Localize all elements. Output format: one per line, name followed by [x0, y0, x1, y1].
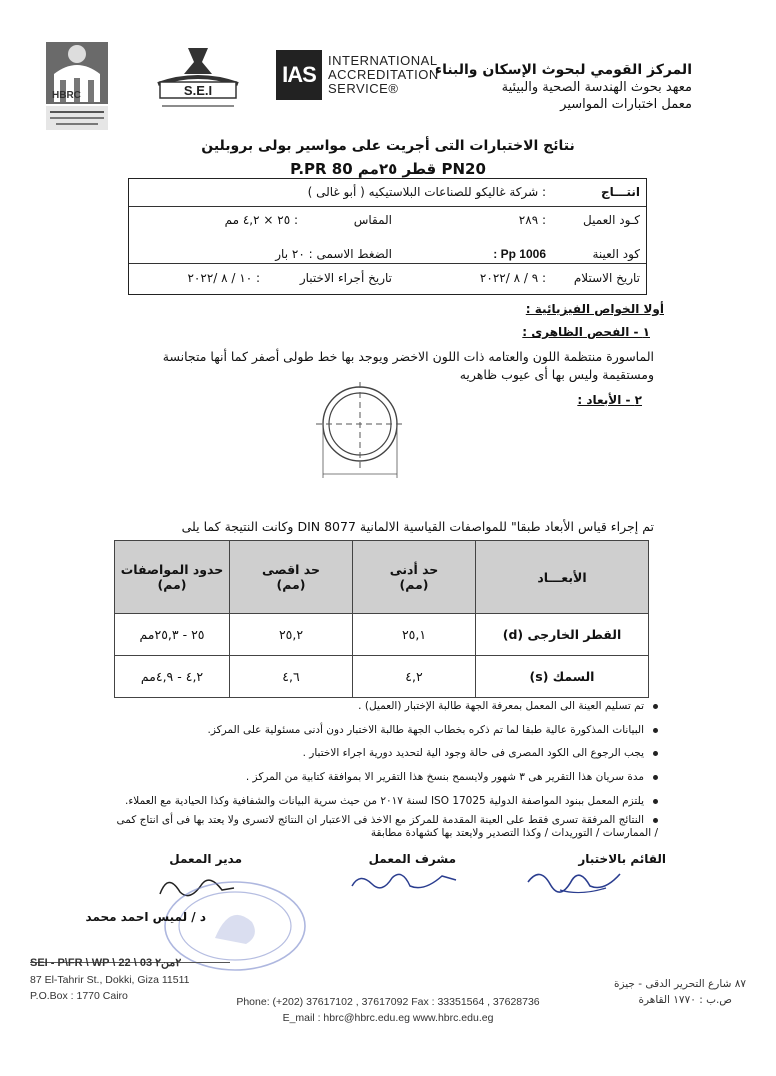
- hbrc-mark: HBRC: [52, 90, 81, 101]
- report-subtitle: P.PR 80 قطر ٢٥مم PN20: [290, 160, 486, 178]
- producer-label: انتـــاج: [601, 185, 640, 199]
- visual-inspection-text: الماسورة منتظمة اللون والعتامه ذات اللون الاخضر ويوجد بها خط طولى أصفر كما أنها متجانسة ومستقيمة وليس بها أى عيوب ظاهريه: [162, 349, 654, 382]
- sample-code-label: كود العينة: [592, 247, 640, 261]
- note-item: البيانات المذكورة عالية طبقا لما تم ذكره بخطاب الجهة طالبة الاختبار دون أدنى مسئولية على المركز.: [110, 724, 658, 737]
- spec-value: ٢٥ - ٢٥,٣مم: [115, 614, 230, 656]
- manager-name: د / لميس احمد محمد: [85, 910, 206, 924]
- tester-title: القائم بالاختبار: [578, 852, 666, 866]
- min-value: ٤,٢: [353, 656, 476, 698]
- received-date-label: تاريخ الاستلام: [573, 271, 640, 285]
- row-label: القطر الخارجى (d): [476, 614, 649, 656]
- received-date-value: : ٩ / ٨ /٢٠٢٢: [479, 271, 546, 285]
- contact-email: E_mail : hbrc@hbrc.edu.eg www.hbrc.edu.eg: [282, 1012, 494, 1024]
- producer-value: : شركة غاليكو للصناعات البلاستيكيه ( أبو غالى ): [307, 185, 546, 199]
- supervisor-signature: [346, 864, 466, 898]
- sei-logo: [152, 44, 244, 114]
- table-row: [115, 656, 649, 698]
- contact-phone: Phone: (+202) 37617102 , 37617092 Fax : 33351564 , 37628736: [236, 996, 540, 1008]
- note-item: مدة سريان هذا التقرير هى ٣ شهور ولايسمح بنسخ هذا التقرير الا بموافقة كتابية من المركز .: [110, 771, 658, 784]
- size-label: المقاس: [353, 213, 392, 227]
- col-dimension: الأبعـــاد: [476, 541, 649, 614]
- dimensions-heading: ٢ - الأبعاد :: [577, 393, 642, 407]
- supervisor-title: مشرف المعمل: [368, 852, 456, 866]
- col-spec-limits: حدود المواصفات (مم): [115, 541, 230, 614]
- sei-mark: S.E.I: [183, 83, 213, 98]
- manager-title: مدير المعمل: [169, 852, 242, 866]
- org-header: [435, 62, 692, 113]
- test-date-value: : ١٠ / ٨ /٢٠٢٢: [187, 271, 260, 285]
- min-value: ٢٥,١: [353, 614, 476, 656]
- dimensions-table: [114, 540, 649, 698]
- pobox-en: P.O.Box : 1770 Cairo: [30, 990, 128, 1002]
- ias-line-2: ACCREDITATION: [328, 67, 439, 82]
- size-value: : ٢٥ × ٤,٢ مم: [224, 213, 298, 227]
- org-line-1: المركز القومي لبحوث الإسكان والبناء: [434, 62, 692, 78]
- ias-logo: IAS: [276, 50, 322, 100]
- pipe-cross-section-drawing: [300, 378, 420, 488]
- official-stamp: [160, 878, 310, 974]
- ias-line-1: INTERNATIONAL: [328, 53, 438, 68]
- pobox-ar: ص.ب : ١٧٧٠ القاهرة: [638, 994, 732, 1006]
- max-value: ٢٥,٢: [230, 614, 353, 656]
- org-line-3: معمل اختبارات المواسير: [560, 97, 692, 112]
- note-item: تم تسليم العينة الى المعمل بمعرفة الجهة طالبة الإختبار (العميل) .: [110, 700, 658, 713]
- note-item: يلتزم المعمل ببنود المواصفة الدولية ISO 17025 لسنة ٢٠١٧ من حيث سرية البيانات والشفافية وكذا الحيادية مع العملاء.: [110, 795, 658, 808]
- org-line-2: معهد بحوث الهندسة الصحية والبيئية: [501, 80, 692, 95]
- col-min: حد أدنى (مم): [353, 541, 476, 614]
- col-max: حد اقصى (مم): [230, 541, 353, 614]
- client-code-label: كـود العميل: [582, 213, 640, 227]
- visual-inspection-heading: ١ - الفحص الظاهرى :: [522, 325, 650, 339]
- ias-line-3: SERVICE®: [328, 81, 399, 96]
- tester-signature: [520, 862, 630, 898]
- dimensions-intro: تم إجراء قياس الأبعاد طبقا" للمواصفات القياسية الالمانية DIN 8077 وكانت النتيجة كما يلى: [181, 519, 654, 534]
- hbrc-logo: [44, 40, 110, 132]
- note-item: يجب الرجوع الى الكود المصرى فى حالة وجود الية لتحديد دورية اجراء الاختبار .: [110, 747, 658, 760]
- ias-wordmark: [328, 54, 439, 96]
- sample-code-value: Pp 1006 :: [493, 247, 546, 261]
- address-en: 87 El-Tahrir St., Dokki, Giza 11511: [30, 974, 190, 986]
- physical-properties-heading: أولا الخواص الفيزيائية :: [525, 302, 664, 316]
- spec-value: ٤,٢ - ٤,٩مم: [115, 656, 230, 698]
- nominal-pressure: الضغط الاسمى : ٢٠ بار: [275, 247, 392, 261]
- table-row: [115, 614, 649, 656]
- form-code: SEI - P\FR \ WP \ 22 \ 03 ٢من٢: [30, 957, 182, 969]
- max-value: ٤,٦: [230, 656, 353, 698]
- client-code-value: : ٢٨٩: [518, 213, 546, 227]
- report-title: نتائج الاختبارات التى أجريت على مواسير بولى بروبلين: [201, 138, 575, 154]
- test-date-label: تاريخ أجراء الاختبار: [299, 271, 392, 285]
- row-label: السمك (s): [476, 656, 649, 698]
- sample-info-table: [128, 178, 647, 295]
- address-ar: ٨٧ شارع التحرير الدقى - جيزة: [613, 978, 746, 990]
- note-item: النتائج المرفقة تسرى فقط على العينة المقدمة للمركز مع الاخذ فى الاعتبار ان النتائج لاتسرى ولا يعتد بها فى أى انتاج كمى / الممارسات / التوريدات / وكذا التصدير ولايعتد بها كشهادة مطابقة: [116, 814, 658, 839]
